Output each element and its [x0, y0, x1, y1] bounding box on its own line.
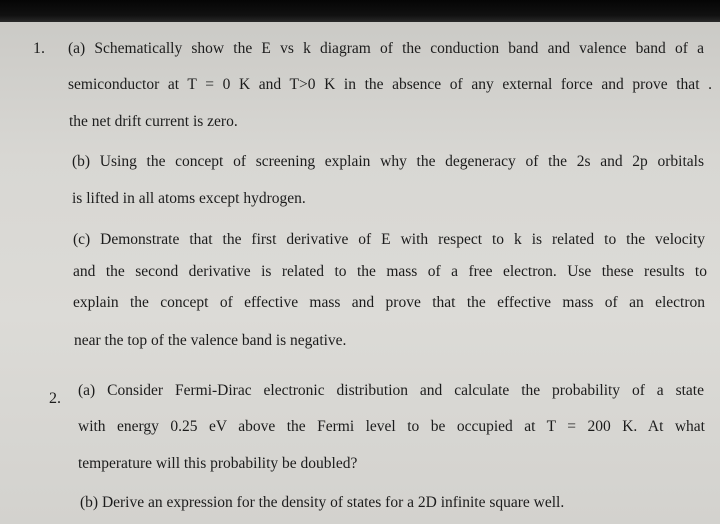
question-2a-line-3: temperature will this probability be doubled? [78, 455, 358, 472]
question-1b-line-2: is lifted in all atoms except hydrogen. [72, 190, 306, 207]
question-number: 2. [49, 390, 61, 407]
question-1a-line-1: (a) Schematically show the E vs k diagram of the conduction band and valence band of a [68, 40, 704, 57]
question-2a-line-1: (a) Consider Fermi-Dirac electronic distribution and calculate the probability of a state [78, 382, 704, 399]
question-1c-line-2: and the second derivative is related to the mass of a free electron. Use these results to [73, 263, 707, 280]
question-number: 1. [33, 40, 45, 57]
exam-page [0, 22, 720, 524]
photo-top-edge [0, 0, 720, 22]
question-1a-line-2: semiconductor at T = 0 K and T>0 K in the absence of any external force and prove that . [68, 76, 712, 93]
question-2b-line-1: (b) Derive an expression for the density of states for a 2D infinite square well. [80, 494, 565, 511]
question-1c-line-4: near the top of the valence band is negative. [74, 332, 347, 349]
question-1c-line-1: (c) Demonstrate that the first derivative of E with respect to k is related to the velocity [73, 231, 705, 248]
question-1a-line-3: the net drift current is zero. [69, 113, 238, 130]
question-1c-line-3: explain the concept of effective mass and prove that the effective mass of an electron [73, 294, 705, 311]
question-2a-line-2: with energy 0.25 eV above the Fermi level to be occupied at T = 200 K. At what [78, 418, 705, 435]
question-1b-line-1: (b) Using the concept of screening explain why the degeneracy of the 2s and 2p orbitals [72, 153, 704, 170]
